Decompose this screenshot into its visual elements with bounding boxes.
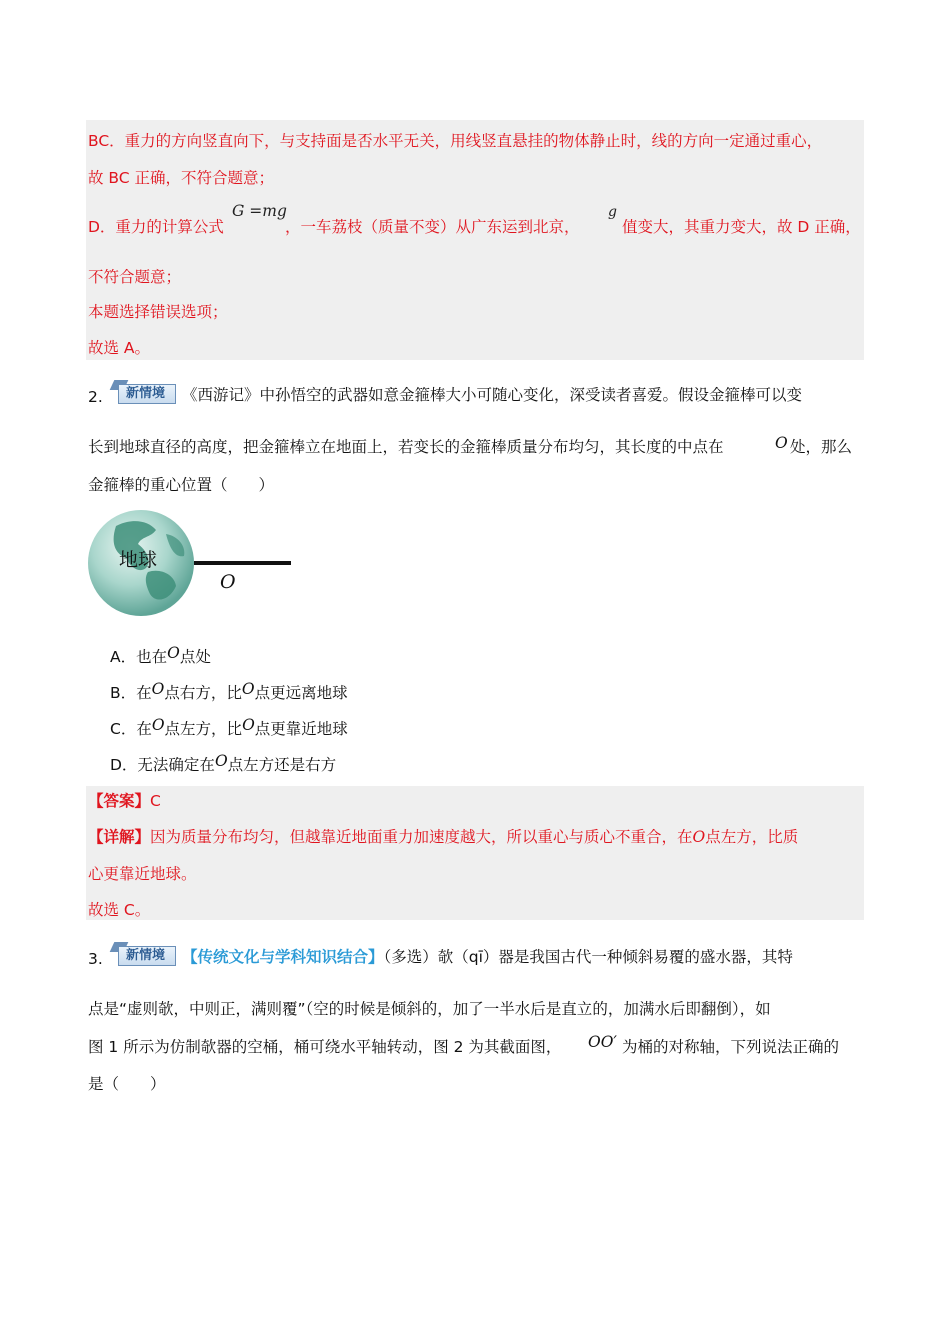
question-3-line-3b: 为桶的对称轴，下列说法正确的 bbox=[622, 1038, 840, 1056]
question-3-line-2: 点是“虚则欹，中则正，满则覆”（空的时候是倾斜的，加了一半水后是直立的，加满水后即翻倒），如 bbox=[88, 1000, 771, 1018]
option-b[interactable]: B．在O点右方，比O点更远离地球 bbox=[110, 680, 348, 702]
earth-label: 地球 bbox=[119, 549, 158, 571]
o-symbol: O bbox=[151, 716, 165, 734]
answer-shade-2 bbox=[86, 786, 864, 920]
question-2-line-2b: 处，那么 bbox=[790, 438, 853, 456]
g-symbol: g bbox=[608, 204, 617, 220]
question-3-tag: 【传统文化与学科知识结合】 bbox=[182, 948, 384, 966]
answer-value: C bbox=[150, 792, 161, 810]
gravity-formula: G =mg bbox=[232, 202, 287, 220]
answer-tag: 【答案】 bbox=[88, 792, 151, 810]
earth-figure bbox=[86, 508, 298, 618]
detail-line-1: 【详解】因为质量分布均匀，但越靠近地面重力加速度越大，所以重心与质心不重合，在O点左方，比质 bbox=[88, 828, 799, 846]
o-symbol: O bbox=[692, 828, 706, 846]
o-symbol: O bbox=[241, 680, 255, 698]
analysis-line-5: 本题选择错误选项； bbox=[88, 303, 228, 321]
analysis-line-3 bbox=[88, 216, 224, 238]
o-symbol: O bbox=[242, 716, 255, 734]
analysis-shade-1 bbox=[86, 120, 864, 360]
question-3-text-1: （多选）欹（qī）器是我国古代一种倾斜易覆的盛水器，其特 bbox=[383, 948, 793, 966]
question-3-line-3a: 图 1 所示为仿制欹器的空桶，桶可绕水平轴转动，图 2 为其截面图， bbox=[88, 1038, 562, 1056]
question-2-text-1: 《西游记》中孙悟空的武器如意金箍棒大小可随心变化，深受读者喜爱。假设金箍棒可以变 bbox=[182, 386, 803, 404]
axis-symbol: OO′ bbox=[588, 1033, 617, 1051]
o-symbol: O bbox=[775, 434, 788, 452]
detail-line-2: 心更靠近地球。 bbox=[88, 865, 197, 883]
formula-intro: D．重力的计算公式 bbox=[88, 218, 224, 236]
question-2-line-3: 金箍棒的重心位置（ ） bbox=[88, 476, 275, 494]
question-3-line-1 bbox=[112, 942, 793, 968]
question-2-number: 2. bbox=[88, 388, 103, 406]
choose-line: 故选 C。 bbox=[88, 901, 151, 919]
question-2-line-2a: 长到地球直径的高度，把金箍棒立在地面上，若变长的金箍棒质量分布均匀，其长度的中点在 bbox=[88, 438, 724, 456]
analysis-line-3b: ，一车荔枝（质量不变）从广东运到北京， bbox=[285, 218, 580, 236]
o-symbol: O bbox=[214, 752, 228, 770]
answer-line bbox=[88, 790, 161, 812]
question-3-line-4: 是（ ） bbox=[88, 1075, 166, 1093]
question-3-number: 3. bbox=[88, 950, 103, 968]
option-c[interactable]: C．在O点左方，比O点更靠近地球 bbox=[110, 716, 348, 738]
analysis-line-6: 故选 A。 bbox=[88, 339, 151, 357]
option-a[interactable]: A．也在O点处 bbox=[110, 644, 211, 666]
analysis-line-1: BC．重力的方向竖直向下，与支持面是否水平无关，用线竖直悬挂的物体静止时，线的方向一定通过重心， bbox=[88, 132, 823, 150]
o-symbol: O bbox=[151, 680, 165, 698]
analysis-line-3c: 值变大，其重力变大，故 D 正确， bbox=[622, 218, 861, 236]
question-2-line-1 bbox=[112, 380, 802, 406]
analysis-line-4: 不符合题意； bbox=[88, 268, 182, 286]
o-symbol: O bbox=[167, 644, 180, 662]
detail-tag: 【详解】 bbox=[88, 828, 151, 846]
new-context-badge: 新情境 bbox=[112, 942, 178, 968]
analysis-line-2: 故 BC 正确，不符合题意； bbox=[88, 169, 275, 187]
rod-midpoint-label: O bbox=[220, 571, 236, 593]
new-context-badge: 新情境 bbox=[112, 380, 178, 406]
option-d[interactable]: D．无法确定在O点左方还是右方 bbox=[110, 752, 337, 774]
